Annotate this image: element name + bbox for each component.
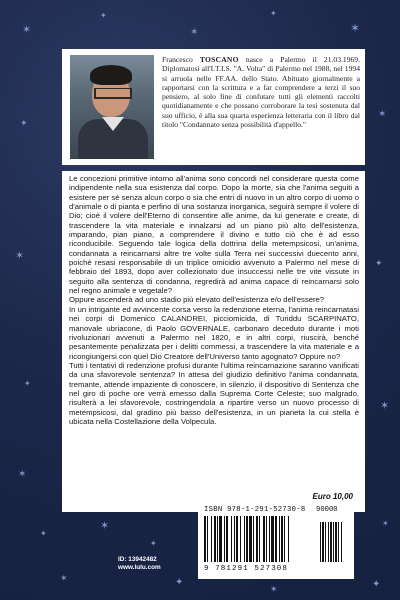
barcode-bar <box>253 516 254 562</box>
publisher-website: www.lulu.com <box>118 564 161 571</box>
star-icon: ✶ <box>22 23 32 36</box>
author-photo-glasses <box>94 88 132 99</box>
author-photo <box>70 55 154 159</box>
star-icon: ✶ <box>270 585 278 595</box>
star-icon: ✦ <box>40 529 47 538</box>
star-icon: ✶ <box>382 519 389 528</box>
barcode-addon-bar <box>338 522 339 562</box>
barcode-addon-bar <box>341 522 342 562</box>
barcode-bar <box>219 516 222 562</box>
barcode-bar <box>271 516 274 562</box>
barcode-bar <box>281 516 283 562</box>
star-icon: ✦ <box>150 539 157 548</box>
synopsis-paragraph: Le concezioni primitive intorno all'anima sono concordi nel considerare questa come indipendente nella sua esistenza dal corpo. Dopo la morte, sia che l'anima seguiti a esistere per sé senza alcun corpo o sia che entri di nuovo in un altro corpo di uomo o d'animale o di pianta e perfino di una sostanza inorganica, seguirà sempre il volere di Dio; cioè il volere dell'Eterno di consentire alle anime, da lui generate e create, di trascendere la vita materiale e innalzarsi ad un piano più alto dell'esistenza, imparando, pian piano, a comprendere il divino e tutto ciò che è ad esso riconducibile. Seguendo tale logica della dottrina della metempsicosi, un'anima, condannata a reincarnarsi altre tre volte sulla Terra nei successivi duecento anni, poiché resasi responsabile di un triplice omicidio avvenuto a Palermo nel mese di febbraio del 1893, dopo aver collezionato due insuccessi nelle tre vite vissute in seguito alla sentenza di condanna, regredirà ad anima capace di reincarnarsi solo nel regno animale e vegetale? <box>69 174 359 296</box>
barcode-bar <box>249 516 252 562</box>
synopsis-text <box>69 174 359 426</box>
barcode-bar <box>240 516 241 562</box>
barcode-bar <box>204 516 206 562</box>
synopsis-paragraph: In un intrigante ed avvincente corsa verso la redenzione eterna, l'anima reincarnatasi nei corpi di Domenico CALANDREI, picciomicida, di Turiddu SCARPINATO, manovale ubriacone, di Paolo GOVERNALE, carbonaro deceduto durante i moti rivoluzionari avvenuti a Palermo nel 1820, e in altri corpi, riuscirà, benché pesantemente penalizzata per i delitti commessi, a trascendere la vita materiale e a ricongiungersi con quel Dio Creatore dell'Universo tanto agognato? Oppure no? <box>69 304 359 361</box>
barcode-bar <box>244 516 245 562</box>
barcode-bar <box>275 516 277 562</box>
barcode-bar <box>214 516 216 562</box>
price-label: Euro 10,00 <box>312 492 353 501</box>
barcode-addon-bar <box>330 522 332 562</box>
star-icon: ✶ <box>18 469 27 480</box>
synopsis-paragraph: Tutti i tentativi di redenzione profusi durante l'ultima reincarnazione saranno vanificati da una sfavorevole sentenza? In attesa del giudizio definitivo l'anima condannata, tremante, attende impaziente di conoscere, in silenzio, il dispositivo di Sentenza che nel giro di poche ore verrà emesso dalla Suprema Corte Celeste; suo malgrado, risulterà a lei sfavorevole, costringendola a ripartire verso un nuovo processo di metempsicosi, dal gradino più basso dell'esistenza, in un pianeta la cui stella è ubicata nella Costellazione della Volpecula. <box>69 360 359 426</box>
star-icon: ✶ <box>380 399 390 412</box>
barcode-bar <box>211 516 212 562</box>
star-icon: ✶ <box>350 21 361 35</box>
author-panel <box>62 49 365 165</box>
star-icon: ✦ <box>372 579 381 590</box>
barcode-addon-digits: 90000 <box>316 506 338 514</box>
star-icon: ✶ <box>100 519 110 532</box>
barcode-bar <box>224 516 225 562</box>
barcode-bar <box>207 516 208 562</box>
star-icon: ✶ <box>378 109 387 120</box>
barcode-bar <box>236 516 238 562</box>
barcode-addon-bar <box>328 522 329 562</box>
author-bio <box>162 55 360 129</box>
star-icon: ✦ <box>375 259 383 269</box>
star-icon: ✦ <box>24 379 31 388</box>
star-icon: ✶ <box>190 27 199 38</box>
star-icon: ✦ <box>270 9 277 18</box>
barcode-addon-bar <box>335 522 337 562</box>
star-icon: ✦ <box>100 11 107 20</box>
barcode-bar <box>256 516 258 562</box>
isbn-text: ISBN 978-1-291-52730-8 <box>204 506 306 514</box>
barcode-addon-bar <box>325 522 326 562</box>
barcode-bar <box>226 516 228 562</box>
star-icon: ✦ <box>20 119 28 129</box>
author-first-name: Francesco <box>162 55 193 64</box>
barcode-box <box>198 503 354 579</box>
star-icon: ✶ <box>15 249 25 262</box>
barcode-digits: 9 781291 527308 <box>204 565 289 573</box>
barcode-bar <box>231 516 232 562</box>
synopsis-panel <box>62 171 365 512</box>
barcode-bar <box>246 516 248 562</box>
author-surname: TOSCANO <box>199 55 239 64</box>
star-icon: ✦ <box>175 577 184 588</box>
barcode-bar <box>259 516 260 562</box>
barcode-bars <box>204 516 348 564</box>
barcode-bar <box>284 516 285 562</box>
barcode-addon-bar <box>322 522 324 562</box>
barcode-addon-bar <box>320 522 321 562</box>
barcode-bar <box>288 516 289 562</box>
barcode-bar <box>279 516 280 562</box>
barcode-bar <box>263 516 265 562</box>
author-bio-text: nasce a Palermo il 21.03.1969. Diplomatosi all'I.T.I.S. "A. Volta" di Palermo nel 1988, nel 1994 si arruola nelle FF.AA. dello Stato. Abituato giornalmente a rapportarsi con la scrittura e a far comprendere a terzi il suo pensiero, al solo fine di confutare tutti gli elementi raccolti quotidianamente e che possano corroborare la tesi sostenuta dal suo ufficio, è alla sua quarta esperienza letteraria con il libro dal titolo "Condannato senza possibilità d'appello." <box>162 55 360 130</box>
barcode-bar <box>266 516 267 562</box>
star-icon: ✶ <box>60 574 68 584</box>
publisher-info <box>118 556 161 572</box>
barcode-bar <box>269 516 270 562</box>
publisher-id: ID: 13942482 <box>118 556 157 563</box>
synopsis-paragraph: Oppure ascenderà ad uno stadio più elevato dell'esistenza e/o dell'essere? <box>69 295 325 305</box>
barcode-addon-bar <box>333 522 334 562</box>
author-photo-hair <box>90 65 132 85</box>
barcode-bar <box>217 516 218 562</box>
barcode-bar <box>234 516 235 562</box>
